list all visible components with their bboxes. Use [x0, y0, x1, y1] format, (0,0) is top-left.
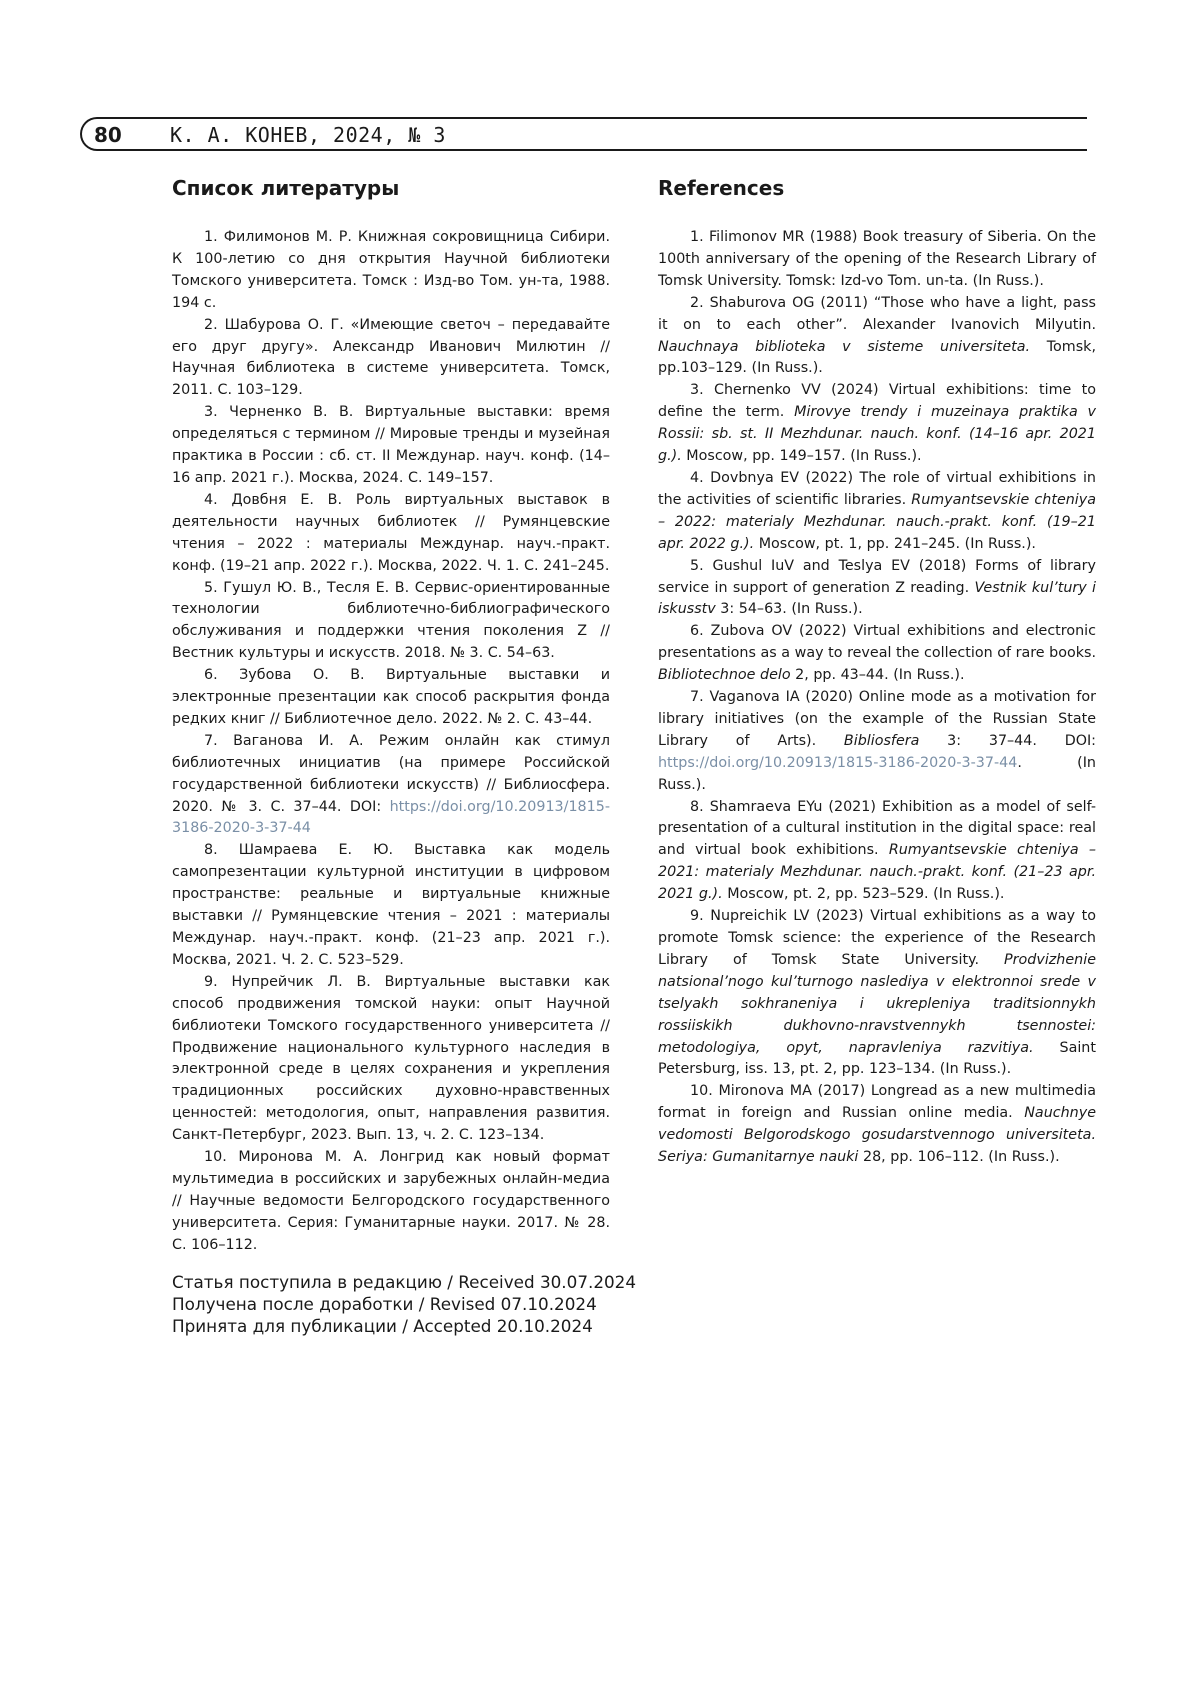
reference-text-tail: 2, pp. 43–44. (In Russ.).	[790, 667, 965, 684]
reference-text: Nupreichik LV (2023) Virtual exhibitions as a way to promote Tomsk science: the experience of the Research Library of Tomsk State University.	[658, 908, 1096, 968]
reference-item	[658, 906, 1096, 1081]
reference-item	[658, 1081, 1096, 1169]
reference-text: Shaburova OG (2011) “Those who have a light, pass it on to each other”. Alexander Ivanovich Milyutin.	[658, 294, 1096, 333]
reference-text: Нупрейчик Л. В. Виртуальные выставки как способ продвижения томской науки: опыт Научной библиотеки Томского государственного университета // Продвижение национального культурного наследия в электронной среде в целях сохранения и укрепления традиционных российских духовно-нравственных ценностей: методология, опыт, направления развития. Санкт-Петербург, 2023. Вып. 13, ч. 2. С. 123–134.	[172, 973, 610, 1144]
reference-number: 3.	[690, 382, 704, 399]
reference-item	[172, 972, 610, 1147]
reference-item	[658, 380, 1096, 468]
reference-number: 3.	[204, 404, 218, 421]
reference-number: 2.	[204, 316, 218, 333]
reference-item	[172, 490, 610, 578]
english-references-column	[658, 172, 1096, 1169]
reference-item	[658, 293, 1096, 381]
reference-source-title: Nauchnye vedomosti Belgorodskogo gosudarstvennogo universiteta. Seriya: Gumanitarnye nauki	[658, 1105, 1096, 1166]
reference-text: Миронова М. А. Лонгрид как новый формат мультимедиа в российских и зарубежных онлайн-медиа // Научные ведомости Белгородского государственного университета. Серия: Гуманитарные науки. 2017. № 28. С. 106–112.	[172, 1149, 610, 1253]
running-title: К. А. КОНЕВ, 2024, № 3	[170, 123, 446, 147]
reference-item	[172, 731, 610, 841]
reference-text: Гушул Ю. В., Тесля Е. В. Сервис-ориентированные технологии библиотечно-библиографического обслуживания и поддержки чтения поколения Z // Вестник культуры и искусств. 2018. № 3. С. 54–63.	[172, 579, 611, 662]
reference-source-title: Vestnik kul’tury i iskusstv	[658, 579, 1097, 618]
reference-number: 6.	[204, 667, 218, 684]
reference-item	[172, 665, 610, 731]
reference-number: 6.	[690, 623, 704, 640]
russian-references-heading: Список литературы	[172, 176, 400, 200]
reference-text: Filimonov MR (1988) Book treasury of Siberia. On the 100th anniversary of the opening of the Research Library of Tomsk University. Tomsk: Izd-vo Tom. un-ta. (In Russ.).	[658, 229, 1097, 289]
reference-source-title: Prodvizhenie natsional’nogo kul’turnogo naslediya v elektronnoi srede v tselyakh sokhraneniya i ukrepleniya traditsionnykh rossiiskikh dukhovno-nravstvennykh tsennostei: metodologiya, opyt, napravleniya razvitiya.	[658, 951, 1096, 1056]
doi-link[interactable]: https://doi.org/10.20913/1815-3186-2020-3-37-44	[658, 754, 1018, 771]
reference-text: Шамраева Е. Ю. Выставка как модель самопрезентации культурной институции в цифровом пространстве: реальные и виртуальные книжные выставки // Румянцевские чтения – 2021 : материалы Междунар. науч.-практ. конф. (21–23 апр. 2021 г.). Москва, 2021. Ч. 2. С. 523–529.	[172, 842, 610, 968]
reference-number: 7.	[690, 689, 704, 706]
reference-text: Черненко В. В. Виртуальные выставки: время определяться с термином // Мировые тренды и музейная практика в России : сб. ст. II Междунар. науч. конф. (14–16 апр. 2021 г.). Москва, 2024. С. 149–157.	[172, 404, 610, 486]
received-date: Статья поступила в редакцию / Received 30.07.2024	[172, 1272, 637, 1292]
reference-item	[172, 1147, 610, 1257]
reference-text-tail: Moscow, pp. 149–157. (In Russ.).	[681, 448, 922, 465]
reference-item	[172, 578, 610, 666]
reference-text: Chernenko VV (2024) Virtual exhibitions: time to define the term.	[658, 382, 1096, 421]
russian-reference-list	[172, 227, 610, 1257]
english-references-heading: References	[658, 176, 785, 200]
revised-date: Получена после доработки / Revised 07.10.2024	[172, 1294, 597, 1314]
doi-link[interactable]: https://doi.org/10.20913/1815-3186-2020-3-37-44	[172, 798, 610, 837]
reference-text: Филимонов М. Р. Книжная сокровищница Сибири. К 100-летию со дня открытия Научной библиотеки Томского университета. Томск : Изд-во Том. ун-та, 1988. 194 с.	[172, 229, 610, 311]
reference-item	[658, 468, 1096, 556]
reference-source-title: Bibliotechnoe delo	[658, 667, 791, 684]
reference-number: 5.	[204, 579, 218, 596]
reference-text-tail: 28, pp. 106–112. (In Russ.).	[858, 1149, 1060, 1166]
reference-source-title: Mirovye trendy i muzeinaya praktika v Rossii: sb. st. II Mezhdunar. nauch. konf. (14–16 apr. 2021 g.).	[658, 404, 1096, 465]
reference-number: 8.	[204, 842, 218, 859]
reference-text-tail: Moscow, pt. 1, pp. 241–245. (In Russ.).	[754, 535, 1036, 552]
reference-item	[658, 687, 1096, 797]
reference-number: 10.	[690, 1083, 713, 1100]
reference-text: Зубова О. В. Виртуальные выставки и электронные презентации как способ раскрытия фонда редких книг // Библиотечное дело. 2022. № 2. С. 43–44.	[172, 667, 611, 727]
reference-item	[658, 556, 1096, 622]
reference-text: Vaganova IA (2020) Online mode as a motivation for library initiatives (on the example of the Russian State Library of Arts).	[658, 689, 1097, 749]
reference-item	[658, 227, 1096, 293]
reference-text: Ваганова И. А. Режим онлайн как стимул библиотечных инициатив (на примере Российской государственной библиотеки искусств) // Библиосфера. 2020. № 3. С. 37–44. DOI:	[172, 732, 611, 815]
reference-item	[172, 315, 610, 403]
reference-text: Mironova MA (2017) Longread as a new multimedia format in foreign and Russian online media.	[658, 1083, 1097, 1122]
reference-source-title: Rumyantsevskie chteniya – 2022: materialy Mezhdunar. nauch.-prakt. konf. (19–21 apr. 2022 g.).	[658, 491, 1096, 552]
reference-number: 10.	[204, 1149, 227, 1166]
article-dates	[172, 1271, 636, 1337]
reference-text-tail: 3: 37–44. DOI:	[919, 732, 1096, 749]
english-reference-list	[658, 227, 1096, 1169]
reference-text-end: . (In Russ.).	[658, 754, 1096, 793]
reference-number: 9.	[690, 908, 704, 925]
reference-item	[658, 797, 1096, 907]
reference-number: 1.	[204, 229, 218, 245]
reference-number: 1.	[690, 229, 704, 245]
reference-item	[658, 621, 1096, 687]
reference-text: Довбня Е. В. Роль виртуальных выставок в деятельности научных библиотек // Румянцевские чтения – 2022 : материалы Междунар. науч.-практ. конф. (19–21 апр. 2022 г.). Москва, 2022. Ч. 1. С. 241–245.	[172, 491, 610, 574]
russian-references-column	[172, 172, 610, 1257]
reference-number: 7.	[204, 732, 218, 749]
accepted-date: Принята для публикации / Accepted 20.10.2024	[172, 1316, 593, 1336]
reference-number: 2.	[690, 294, 704, 311]
reference-text-tail: Moscow, pt. 2, pp. 523–529. (In Russ.).	[722, 886, 1005, 903]
reference-number: 4.	[204, 491, 218, 508]
page-number: 80	[94, 123, 122, 147]
reference-text-tail: 3: 54–63. (In Russ.).	[715, 601, 863, 618]
reference-number: 8.	[690, 798, 704, 815]
reference-text: Шабурова О. Г. «Имеющие светоч – передавайте его друг другу». Александр Иванович Милютин // Научная библиотека в системе университета. Томск, 2011. С. 103–129.	[172, 316, 610, 399]
reference-source-title: Bibliosfera	[843, 732, 920, 749]
reference-item	[172, 227, 610, 315]
reference-text: Dovbnya EV (2022) The role of virtual exhibitions in the activities of scientific libraries.	[658, 469, 1096, 508]
reference-number: 5.	[690, 557, 704, 574]
reference-text-tail: Saint Petersburg, iss. 13, pt. 2, pp. 123–134. (In Russ.).	[658, 1039, 1096, 1078]
reference-text-tail: Tomsk, pp.103–129. (In Russ.).	[658, 338, 1096, 377]
reference-text: Zubova OV (2022) Virtual exhibitions and electronic presentations as a way to reveal the collection of rare books.	[658, 623, 1096, 662]
reference-number: 9.	[204, 973, 218, 990]
reference-source-title: Rumyantsevskie chteniya – 2021: materialy Mezhdunar. nauch.-prakt. konf. (21–23 apr. 2021 g.).	[658, 842, 1096, 903]
reference-text: Gushul IuV and Teslya EV (2018) Forms of library service in support of generation Z reading.	[658, 557, 1096, 596]
reference-number: 4.	[690, 469, 704, 486]
reference-item	[172, 402, 610, 490]
reference-source-title: Nauchnaya biblioteka v sisteme universiteta.	[658, 338, 1031, 355]
reference-item	[172, 840, 610, 971]
reference-text: Shamraeva EYu (2021) Exhibition as a model of self-presentation of a cultural institution in the digital space: real and virtual book exhibitions.	[658, 798, 1096, 859]
